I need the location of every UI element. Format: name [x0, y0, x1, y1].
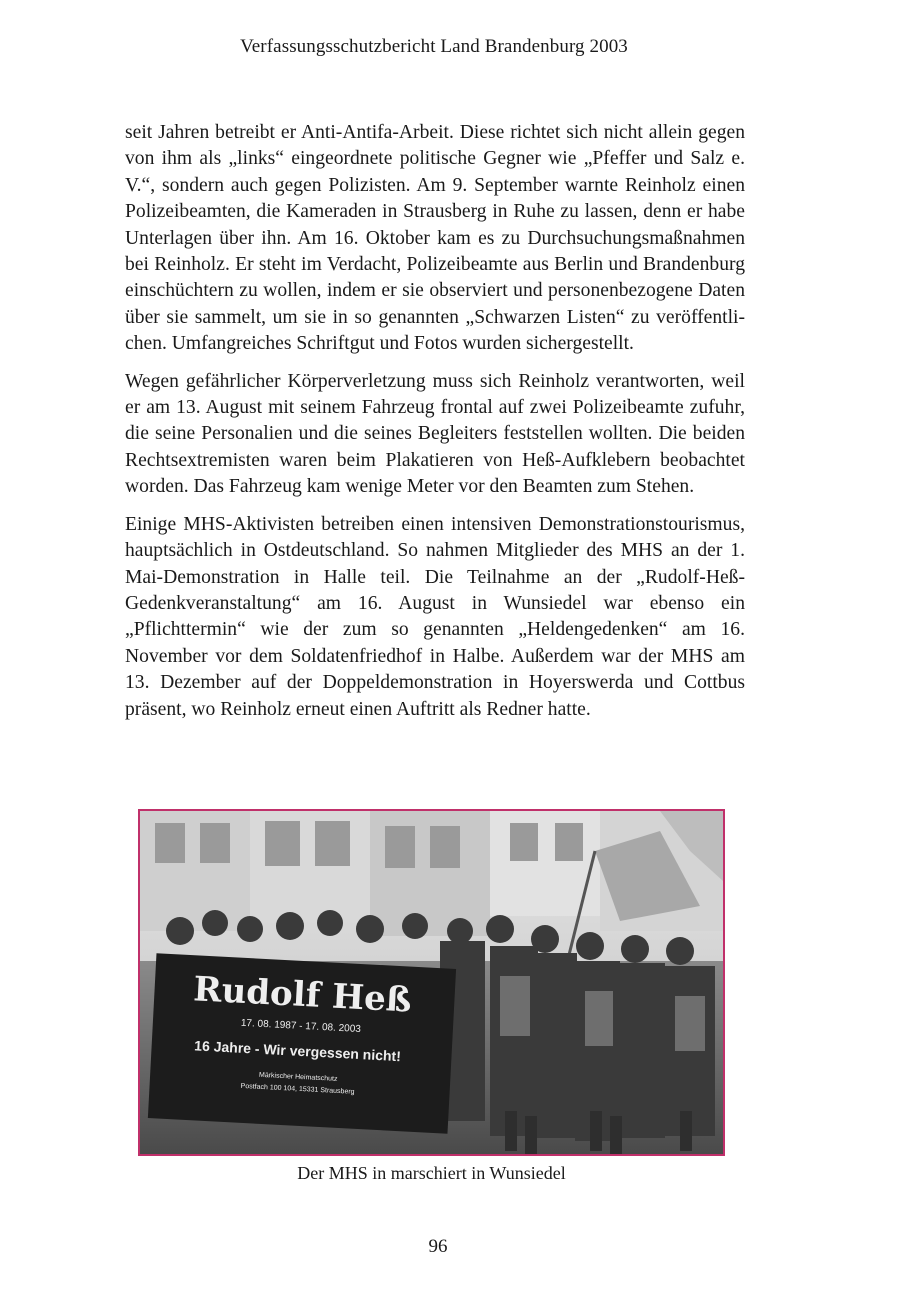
banner-org-line2: Postfach 100 104, 15331 Strausberg [240, 1082, 355, 1096]
photo-illustration [140, 811, 723, 1154]
paragraph-2: Wegen gefährlicher Körperverletzung muss sich Reinholz verantworten, weil er am 13. August mit seinem Fahrzeug frontal auf zwei Polizeibeamte zufuhr, die seine Personalien und die seines Begleiters feststellen wollten. Die beiden Rechtsextremisten waren beim Plakatieren von Heß-Aufklebern beobachtet worden. Das Fahrzeug kam wenige Meter vor den Beamten zum Stehen. [125, 370, 745, 498]
paragraph-3: Einige MHS-Aktivisten betreiben einen intensiven Demonstrationstourismus, hauptsächlich in Ostdeutschland. So nahmen Mitglieder des MHS an der 1. Mai-Demonstration in Halle teil. Die Teilnahme an der „Rudolf-Heß-Gedenkveranstaltung“ am 16. August in Wunsiedel war ebenso ein „Pflichttermin“ wie der zum so genannten „Heldengedenken“ am 16. November vor dem Soldatenfriedhof in Halbe. Außerdem war der MHS am 13. Dezember auf der Doppeldemonstration in Hoyerswerda und Cottbus präsent, wo Reinholz erneut einen Auftritt als Redner hatte. [125, 513, 745, 720]
banner-org-line1: Märkischer Heimatschutz [258, 1071, 338, 1083]
demonstration-photo [138, 809, 725, 1156]
running-header: Verfassungsschutzbericht Land Brandenburg 2003 [240, 36, 628, 57]
body-text [125, 120, 745, 734]
banner-name: Rudolf Heß [192, 969, 413, 1021]
page-number: 96 [428, 1236, 448, 1257]
paragraph-1: seit Jahren betreibt er Anti-Antifa-Arbeit. Diese richtet sich nicht allein gegen von ihm als „links“ eingeordnete politische Gegner wie „Pfeffer und Salz e. V.“, sondern auch gegen Polizisten. Am 9. September warnte Reinholz einen Polizeibeamten, die Kameraden in Strausberg in Ruhe zu lassen, denn er habe Unterlagen über ihn. Am 16. Oktober kam es zu Durchsuchungsmaßnahmen bei Reinholz. Er steht im Verdacht, Polizeibeamte aus Berlin und Brandenburg einschüchtern zu wollen, indem er sie observiert und personenbezogene Daten über sie sammelt, um sie in so genannten „Schwarzen Listen“ zu veröffentlichen. Umfangreiches Schriftgut und Fotos wurden sichergestellt. [125, 122, 745, 355]
figure-caption: Der MHS in marschiert in Wunsiedel [297, 1163, 566, 1183]
banner-dates: 17. 08. 1987 - 17. 08. 2003 [240, 1017, 362, 1036]
banner-slogan: 16 Jahre - Wir vergessen nicht! [193, 1037, 402, 1065]
